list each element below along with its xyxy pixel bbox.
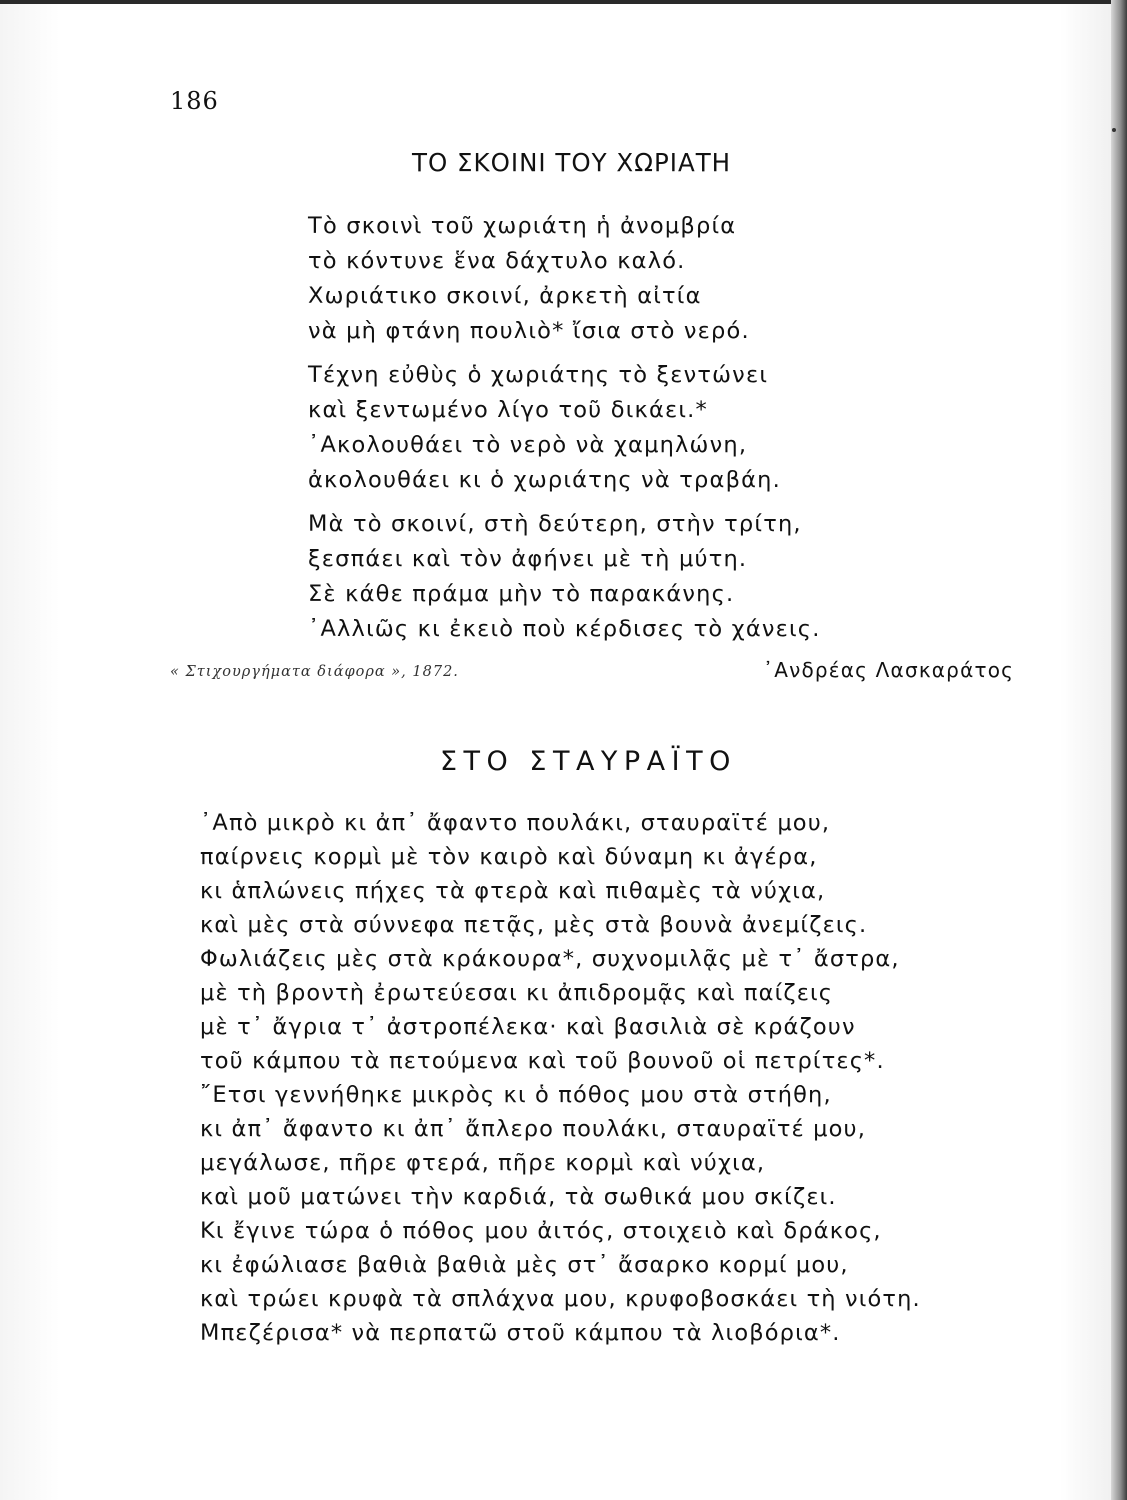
page-number: 186 — [170, 87, 219, 115]
scan-top-edge — [0, 0, 1127, 4]
verse-line: ᾿Αλλιῶς κι ἐκειὸ ποὺ κέρδισες τὸ χάνεις. — [308, 616, 821, 642]
verse-line: ᾿Απὸ μικρὸ κι ἀπ᾿ ἄφαντο πουλάκι, σταυραϊτέ μου, — [200, 810, 831, 836]
verse-line: παίρνεις κορμὶ μὲ τὸν καιρὸ καὶ δύναμη κι ἀγέρα, — [200, 844, 818, 870]
poem1-stanza-3 — [308, 507, 821, 647]
verse-line: ᾿Ακολουθάει τὸ νερὸ νὰ χαμηλώνη, — [308, 432, 748, 458]
verse-line: μεγάλωσε, πῆρε φτερά, πῆρε κορμὶ καὶ νύχια, — [200, 1150, 766, 1176]
verse-line: νὰ μὴ φτάνη πουλιὸ* ἴσια στὸ νερό. — [308, 318, 750, 344]
verse-line: μὲ τ᾿ ἄγρια τ᾿ ἀστροπέλεκα· καὶ βασιλιὰ σὲ κράζουν — [200, 1014, 856, 1040]
verse-line: Χωριάτικο σκοινί, ἀρκετὴ αἰτία — [308, 283, 702, 309]
verse-line: μὲ τὴ βροντὴ ἐρωτεύεσαι κι ἀπιδρομᾷς καὶ παίζεις — [200, 980, 834, 1006]
verse-line: ἀκολουθάει κι ὁ χωριάτης νὰ τραβάη. — [308, 467, 781, 493]
verse-line: Κι ἔγινε τώρα ὁ πόθος μου ἀιτός, στοιχειὸ καὶ δράκος, — [200, 1218, 882, 1244]
poem1-stanza-1 — [308, 209, 750, 349]
poem2-body — [200, 806, 921, 1350]
verse-line: τὸ κόντυνε ἕνα δάχτυλο καλό. — [308, 248, 686, 274]
verse-line: ξεσπάει καὶ τὸν ἀφήνει μὲ τὴ μύτη. — [308, 546, 748, 572]
verse-line: Σὲ κάθε πράμα μὴν τὸ παρακάνης. — [308, 581, 735, 607]
verse-line: καὶ μοῦ ματώνει τὴν καρδιά, τὰ σωθικά μου σκίζει. — [200, 1184, 837, 1210]
verse-line: κι ἐφώλιασε βαθιὰ βαθιὰ μὲς στ᾿ ἄσαρκο κορμί μου, — [200, 1252, 849, 1278]
page-gutter-shadow — [1111, 0, 1127, 1500]
scan-speck — [1112, 128, 1116, 132]
verse-line: καὶ τρώει κρυφὰ τὰ σπλάχνα μου, κρυφοβοσκάει τὴ νιότη. — [200, 1286, 921, 1312]
poem1-stanza-2 — [308, 358, 781, 498]
verse-line: Φωλιάζεις μὲς στὰ κράκουρα*, συχνομιλᾷς μὲ τ᾿ ἄστρα, — [200, 946, 900, 972]
verse-line: ῎Ετσι γεννήθηκε μικρὸς κι ὁ πόθος μου στὰ στήθη, — [200, 1082, 832, 1108]
verse-line: Τέχνη εὐθὺς ὁ χωριάτης τὸ ξεντώνει — [308, 362, 769, 388]
verse-line: Τὸ σκοινὶ τοῦ χωριάτη ἡ ἀνομβρία — [308, 213, 737, 239]
verse-line: καὶ μὲς στὰ σύννεφα πετᾷς, μὲς στὰ βουνὰ ἀνεμίζεις. — [200, 912, 868, 938]
poem1-author: ᾿Ανδρέας Λασκαράτος — [763, 658, 1015, 682]
verse-line: Μὰ τὸ σκοινί, στὴ δεύτερη, στὴν τρίτη, — [308, 511, 802, 537]
verse-line: τοῦ κάμπου τὰ πετούμενα καὶ τοῦ βουνοῦ οἱ πετρίτες*. — [200, 1048, 885, 1074]
verse-line: κι ἀπ᾿ ἄφαντο κι ἀπ᾿ ἄπλερο πουλάκι, σταυραϊτέ μου, — [200, 1116, 867, 1142]
verse-line: καὶ ξεντωμένο λίγο τοῦ δικάει.* — [308, 397, 708, 423]
verse-line: Μπεζέρισα* νὰ περπατῶ στοῦ κάμπου τὰ λιοβόρια*. — [200, 1320, 841, 1346]
verse-line: κι ἁπλώνεις πήχες τὰ φτερὰ καὶ πιθαμὲς τὰ νύχια, — [200, 878, 826, 904]
poem-title-stavraito: ΣΤΟ ΣΤΑΥΡΑΪΤΟ — [440, 746, 737, 777]
poem-title-skoini: ΤΟ ΣΚΟΙΝΙ ΤΟΥ ΧΩΡΙΑΤΗ — [412, 148, 732, 177]
poem1-source-citation: « Στιχουργήματα διάφορα », 1872. — [170, 664, 459, 680]
